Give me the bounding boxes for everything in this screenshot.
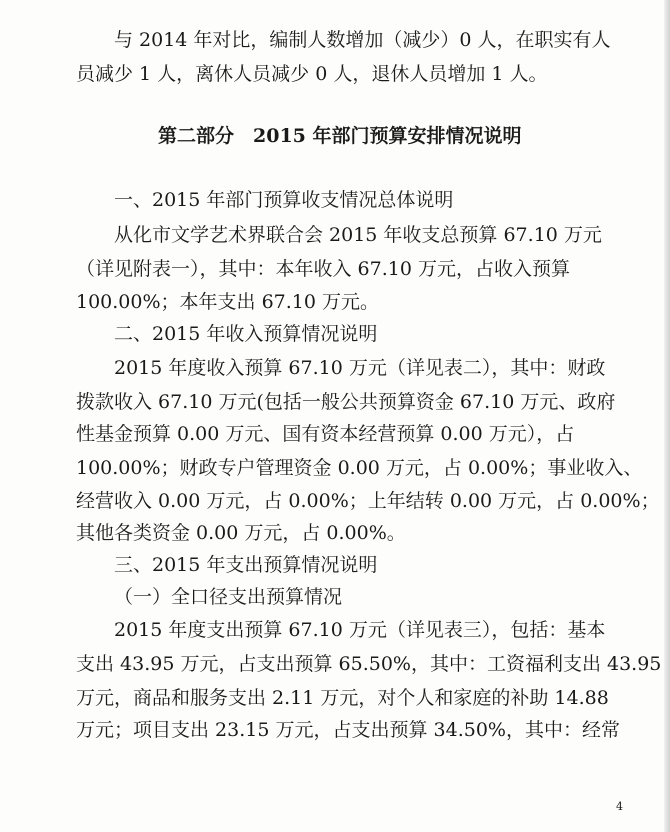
body-line-9: 2015 年度收入预算 67.10 万元（详见表二），其中：财政 xyxy=(114,357,606,379)
page-number: 4 xyxy=(616,800,623,813)
body-line-19: 万元，商品和服务支出 2.11 万元，对个人和家庭的补助 14.88 xyxy=(76,687,609,709)
body-line-5: 从化市文学艺术界联合会 2015 年收支总预算 67.10 万元 xyxy=(114,224,602,246)
body-line-14: 其他各类资金 0.00 万元，占 0.00%。 xyxy=(76,522,406,544)
body-line-20: 万元；项目支出 23.15 万元，占支出预算 34.50%，其中：经常 xyxy=(76,719,620,741)
body-line-1: 与 2014 年对比，编制人数增加（减少）0 人，在职实有人 xyxy=(114,29,611,51)
body-line-13: 经营收入 0.00 万元，占 0.00%；上年结转 0.00 万元，占 0.00%； xyxy=(76,490,660,512)
body-line-6: （详见附表一），其中：本年收入 67.10 万元，占收入预算 xyxy=(76,258,570,280)
body-line-2: 员减少 1 人，离休人员减少 0 人，退休人员增加 1 人。 xyxy=(76,63,548,85)
subheading-income: 二、2015 年收入预算情况说明 xyxy=(114,323,378,345)
subheading-full-caliber: （一）全口径支出预算情况 xyxy=(114,586,343,608)
body-line-12: 100.00%；财政专户管理资金 0.00 万元，占 0.00%；事业收入、 xyxy=(76,457,643,479)
body-line-10: 拨款收入 67.10 万元(包括一般公共预算资金 67.10 万元、政府 xyxy=(76,391,616,413)
body-line-17: 2015 年度支出预算 67.10 万元（详见表三），包括：基本 xyxy=(114,619,606,641)
section-heading-part-two: 第二部分 2015 年部门预算安排情况说明 xyxy=(158,125,522,147)
body-line-11: 性基金预算 0.00 万元、国有资本经营预算 0.00 万元），占 xyxy=(76,423,575,445)
subheading-expenditure: 三、2015 年支出预算情况说明 xyxy=(114,554,378,576)
subheading-overall: 一、2015 年部门预算收支情况总体说明 xyxy=(114,189,454,211)
page-edge-shadow xyxy=(664,0,670,832)
body-line-18: 支出 43.95 万元，占支出预算 65.50%，其中：工资福利支出 43.95 xyxy=(76,653,662,675)
body-line-7: 100.00%；本年支出 67.10 万元。 xyxy=(76,291,380,313)
